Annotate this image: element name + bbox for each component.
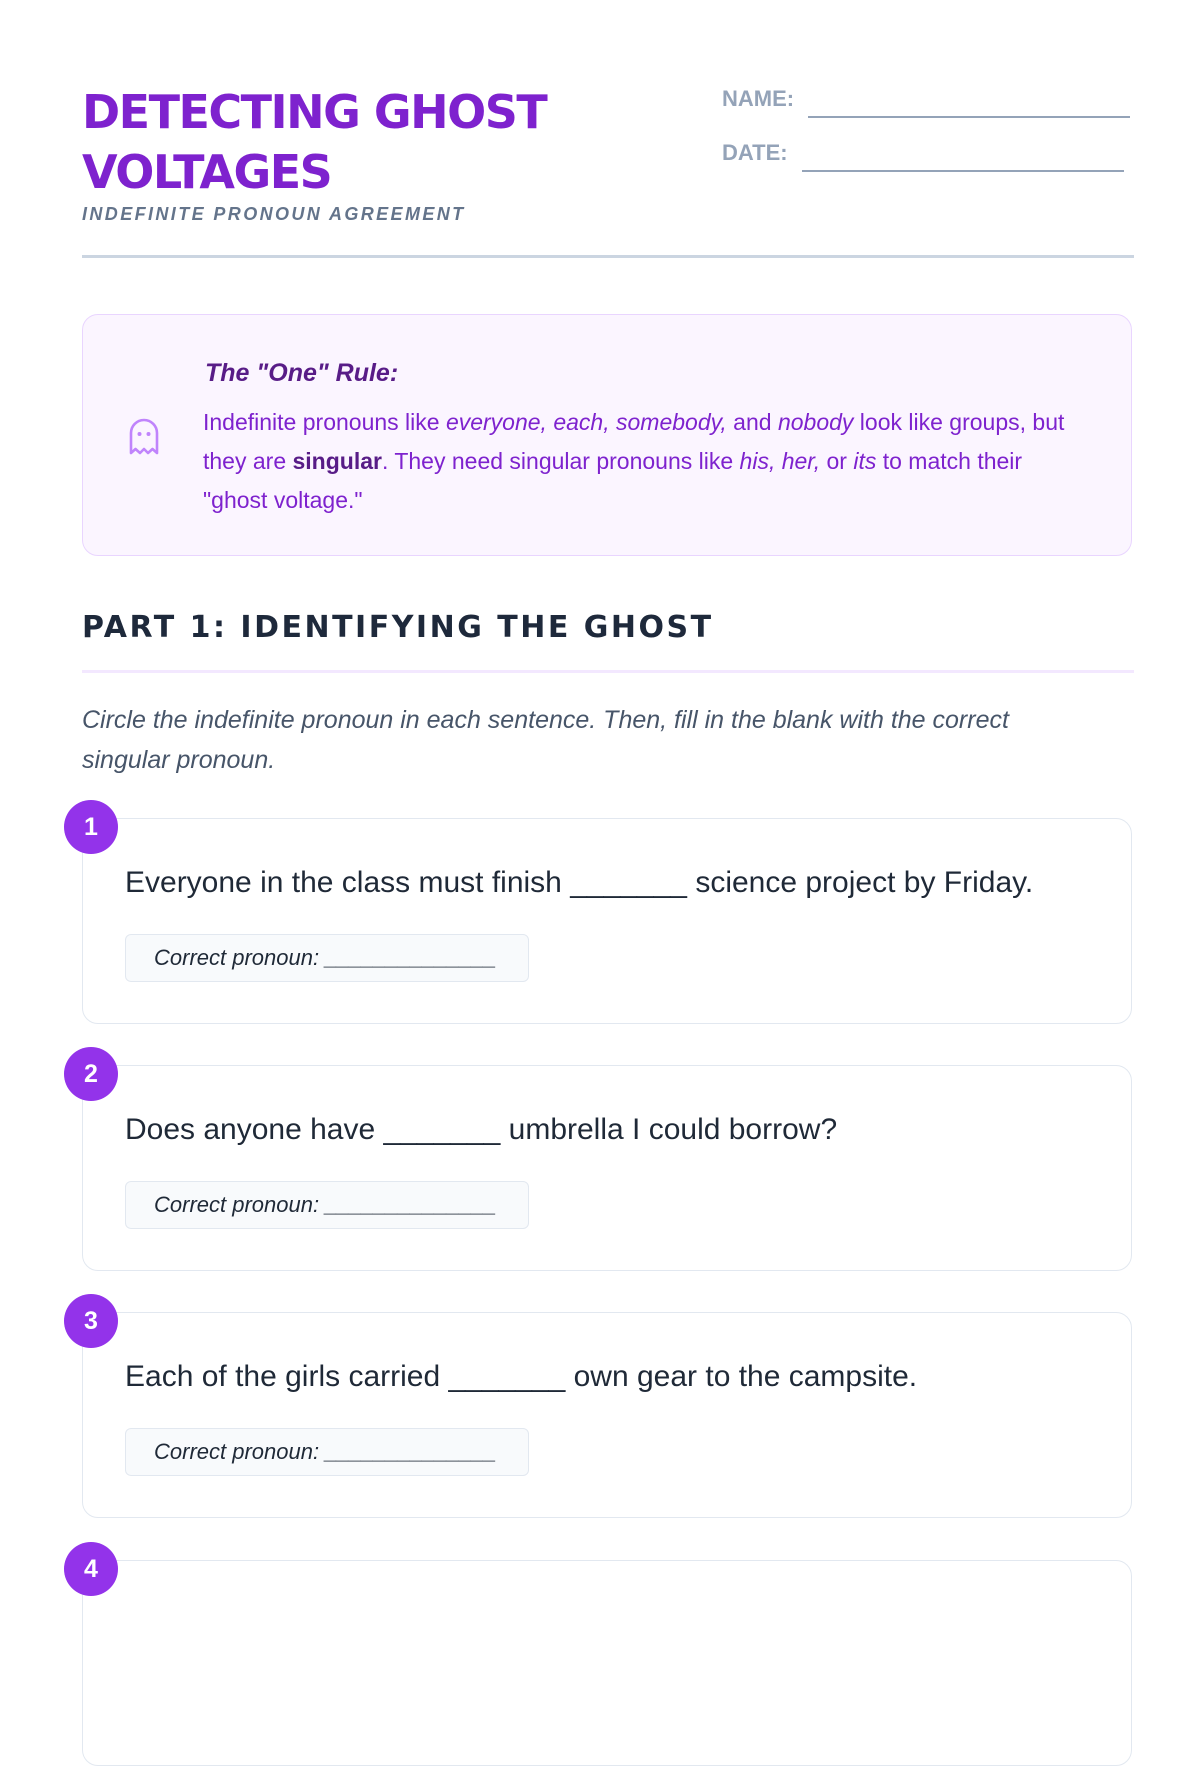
rule-text-part: to match their "ghost voltage.": [203, 448, 1023, 513]
date-label: DATE:: [722, 140, 788, 165]
rule-callout: [82, 314, 1132, 556]
ghost-icon: [127, 417, 161, 457]
date-field[interactable]: [722, 140, 1124, 166]
name-line[interactable]: [808, 114, 1130, 118]
answer-field[interactable]: Correct pronoun: ______________: [125, 934, 529, 982]
question-sentence: Everyone in the class must finish _______ science project by Friday.: [125, 866, 1034, 899]
rule-example: its: [853, 448, 877, 474]
answer-field[interactable]: Correct pronoun: ______________: [125, 1181, 529, 1229]
rule-text-part: Indefinite pronouns like: [203, 409, 446, 435]
question-sentence: Each of the girls carried _______ own gear to the campsite.: [125, 1360, 918, 1393]
worksheet-header: [82, 0, 1134, 260]
page-subtitle: INDEFINITE PRONOUN AGREEMENT: [82, 204, 466, 224]
question-card: [82, 1555, 1132, 1766]
date-line[interactable]: [802, 168, 1124, 172]
question-number-badge: 1: [64, 800, 118, 854]
name-label: NAME:: [722, 86, 795, 111]
question-card: [82, 1307, 1132, 1518]
rule-text-part: or: [820, 448, 854, 474]
rule-text-part: . They need singular pronouns like: [381, 448, 740, 474]
rule-text-part: and: [726, 409, 778, 435]
rule-title: The "One" Rule:: [205, 359, 399, 387]
section-title: PART 1: IDENTIFYING THE GHOST: [82, 610, 714, 645]
question-card: [82, 1060, 1132, 1271]
rule-emphasis: singular: [292, 448, 382, 474]
question-sentence: Does anyone have _______ umbrella I could borrow?: [125, 1113, 838, 1146]
question-number-badge: 4: [64, 1542, 118, 1596]
page-title: DETECTING GHOST VOLTAGES: [82, 85, 547, 199]
section-divider: [82, 670, 1134, 673]
question-card: [82, 813, 1132, 1024]
rule-text-part: look like groups, but they are: [203, 409, 1065, 474]
name-field[interactable]: [722, 86, 1130, 112]
question-number-badge: 3: [64, 1294, 118, 1348]
rule-example: nobody: [777, 409, 854, 435]
answer-field[interactable]: Correct pronoun: ______________: [125, 1428, 529, 1476]
rule-text: [203, 403, 1083, 520]
header-divider: [82, 255, 1134, 258]
question-number-badge: 2: [64, 1047, 118, 1101]
rule-example: everyone, each, somebody,: [445, 409, 727, 435]
worksheet-page: [82, 0, 1134, 1583]
section-instructions: Circle the indefinite pronoun in each sentence. Then, fill in the blank with the correct singular pronoun.: [82, 706, 1009, 774]
rule-example: his, her,: [739, 448, 821, 474]
